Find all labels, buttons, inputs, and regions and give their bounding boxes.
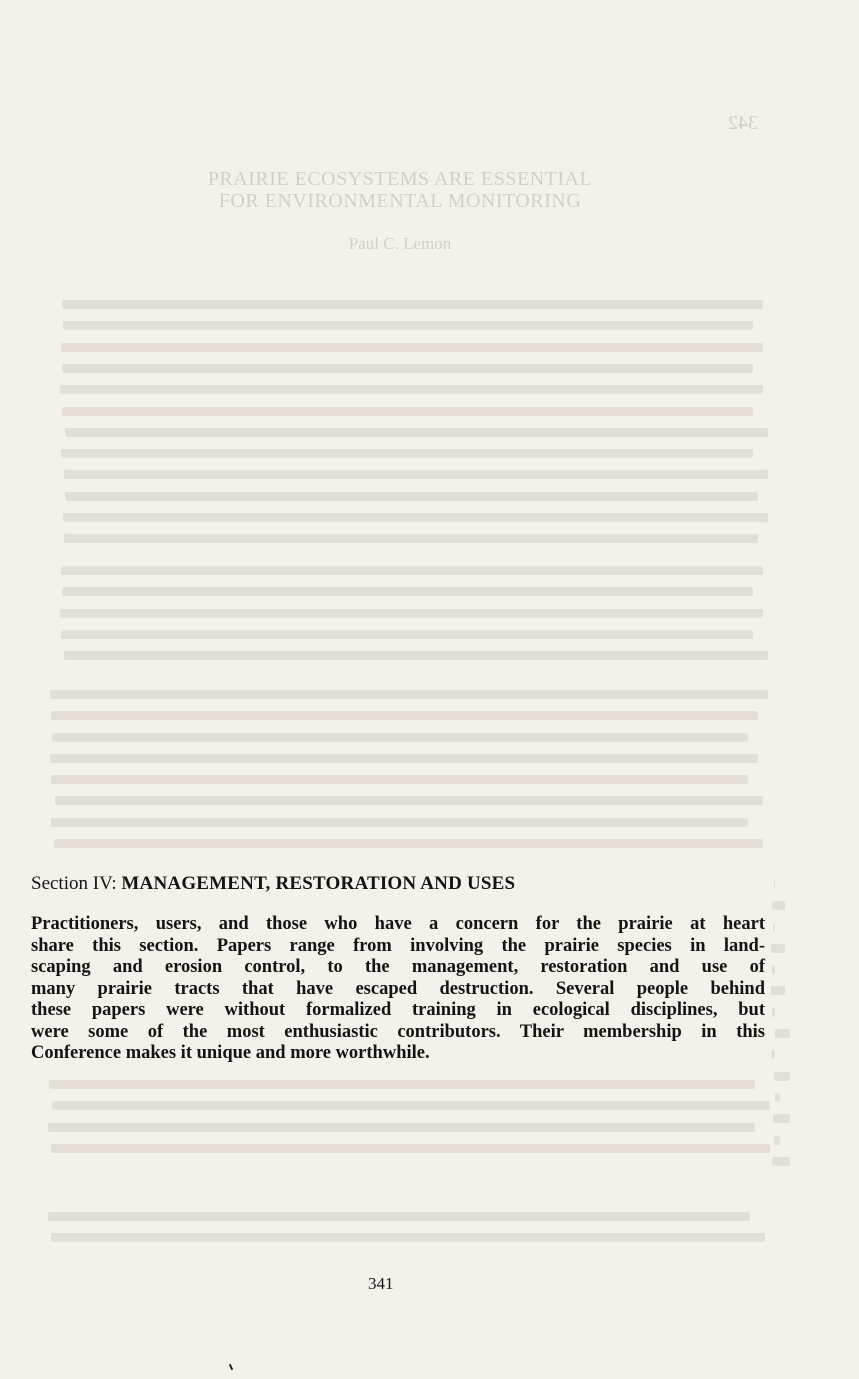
bleed-text-line <box>51 711 758 720</box>
bleed-text-line <box>50 754 758 763</box>
bleed-text-line <box>774 1136 780 1145</box>
bleed-text-line <box>774 880 775 889</box>
bleed-author: Paul C. Lemon <box>348 234 452 253</box>
bleed-text-line <box>64 651 768 660</box>
bleed-text-line <box>771 986 786 995</box>
bleed-text-line <box>55 796 764 805</box>
bleed-text-line <box>52 1101 770 1110</box>
bleed-text-line <box>51 1144 770 1153</box>
bleed-text-line <box>62 300 763 309</box>
bleed-text-line <box>771 944 785 953</box>
bleed-text-line <box>52 733 748 742</box>
intro-line: share this section. Papers range from involving the prairie species in land- <box>31 935 765 956</box>
bleed-text-line <box>774 1072 790 1081</box>
section-intro-paragraph <box>31 914 765 1065</box>
bleed-title-line-2: FOR ENVIRONMENTAL MONITORING <box>218 190 582 212</box>
bleed-text-line <box>64 534 758 543</box>
section-heading <box>31 872 515 896</box>
bleed-text-line <box>60 609 763 618</box>
intro-line: were some of the most enthusiastic contributors. Their membership in this <box>31 1021 765 1042</box>
intro-line: scaping and erosion control, to the management, restoration and use of <box>31 957 765 977</box>
bleed-text-line <box>62 407 754 416</box>
bleed-text-line <box>65 428 768 437</box>
intro-line: Practitioners, users, and those who have a concern for the prairie at heart <box>31 914 765 934</box>
intro-line: these papers were without formalized training in ecological disciplines, but <box>31 1000 765 1020</box>
bleed-title-line-1: PRAIRIE ECOSYSTEMS ARE ESSENTIAL <box>207 168 593 190</box>
page-number: 341 <box>368 1274 394 1293</box>
bleed-text-line <box>772 965 775 974</box>
section-label: Section IV: <box>31 873 117 894</box>
bleed-text-line <box>61 449 753 458</box>
stray-ink-mark <box>229 1364 233 1370</box>
bleed-text-line <box>772 1008 775 1017</box>
bleed-text-line <box>51 1233 765 1242</box>
section-title: MANAGEMENT, RESTORATION AND USES <box>121 873 516 894</box>
bleed-text-line <box>775 1029 790 1038</box>
bleed-text-line <box>51 818 748 827</box>
bleed-text-line <box>63 513 768 522</box>
bleed-text-line <box>48 1123 755 1132</box>
bleed-text-line <box>60 385 763 394</box>
bleed-text-line <box>775 1093 780 1102</box>
bleed-text-line <box>50 690 768 699</box>
bleed-text-line <box>48 1212 750 1221</box>
bleed-text-line <box>61 343 763 352</box>
bleed-text-line <box>64 470 768 479</box>
bleed-text-line <box>61 566 763 575</box>
bleed-text-line <box>63 321 753 330</box>
bleed-text-line <box>65 492 758 501</box>
bleed-text-line <box>773 923 775 932</box>
bleed-text-line <box>771 1050 775 1059</box>
bleed-text-line <box>773 1114 790 1123</box>
bleed-text-line <box>61 630 753 639</box>
bleed-text-line <box>62 587 753 596</box>
bleed-text-line <box>49 1080 755 1089</box>
bleed-text-line <box>772 901 785 910</box>
bleed-title <box>160 168 640 212</box>
bleed-text-line <box>772 1157 790 1166</box>
intro-line: many prairie tracts that have escaped destruction. Several people behind <box>31 978 765 999</box>
bleed-text-line <box>54 839 763 848</box>
bleed-text-line <box>51 775 748 784</box>
bleed-text-line <box>62 364 753 373</box>
bleed-page-number: 342 <box>728 112 758 134</box>
intro-line: Conference makes it unique and more worthwhile. <box>31 1043 430 1063</box>
